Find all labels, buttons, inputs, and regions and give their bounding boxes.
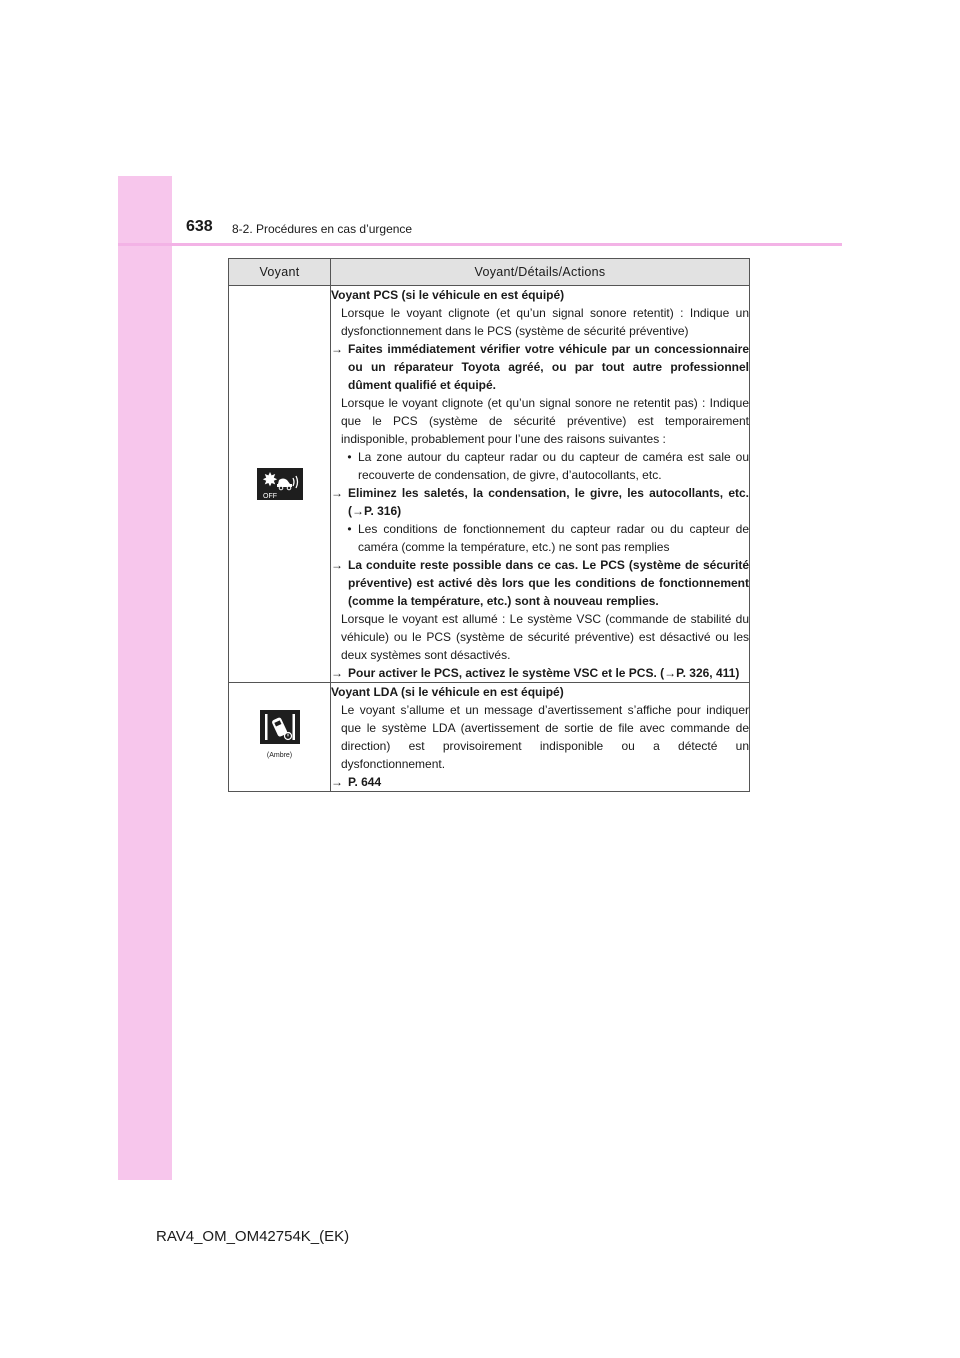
action-item: [331, 773, 749, 791]
action-item: [331, 484, 749, 520]
action-text: Faites immédiatement vérifier votre véhicule par un concessionnaire ou un réparateur Toyota agréé, ou par tout autre professionnel dûment qualifié et équipé.: [348, 342, 749, 392]
bullet-item: [331, 520, 749, 556]
arrow-icon: →: [331, 342, 343, 356]
bullet-item: [331, 448, 749, 484]
details-cell: [331, 286, 750, 683]
action-item: [331, 664, 749, 682]
col-header-voyant: Voyant: [229, 259, 331, 286]
table-row: [229, 683, 750, 792]
warning-lights-table: [228, 258, 750, 792]
pcs-off-warning-icon: [257, 468, 303, 500]
action-item: [331, 556, 749, 610]
lda-warning-icon: [260, 710, 300, 744]
page-number: 638: [186, 218, 213, 235]
row-title: Voyant PCS (si le véhicule en est équipé): [331, 288, 565, 302]
bullet-icon: •: [347, 450, 352, 464]
details-cell: [331, 683, 750, 792]
arrow-icon: →: [331, 558, 343, 572]
table-row: [229, 286, 750, 683]
side-color-bar: [118, 176, 172, 1180]
header-rule: [118, 243, 842, 246]
action-text: P. 644: [348, 775, 382, 789]
document-code: RAV4_OM_OM42754K_(EK): [156, 1228, 350, 1245]
col-header-details: Voyant/Détails/Actions: [331, 259, 750, 286]
arrow-icon: →: [331, 486, 343, 500]
action-text: Eliminez les saletés, la condensation, le givre, les autocollants, etc. (→P. 316): [348, 486, 749, 518]
row-title: Voyant LDA (si le véhicule en est équipé): [331, 685, 564, 699]
section-title: 8-2. Procédures en cas d’urgence: [232, 222, 413, 236]
condition-text: Le voyant s’allume et un message d’avertissement s’affiche pour indiquer que le système LDA (avertissement de sortie de file avec commande de direction) est provisoirement indisponible ou a détecté un dysfonctionnement.: [341, 703, 749, 771]
action-text: Pour activer le PCS, activez le système VSC et le PCS. (→P. 326, 411): [348, 666, 740, 680]
bullet-icon: •: [347, 522, 352, 536]
condition-text: Lorsque le voyant clignote (et qu’un signal sonore ne retentit pas) : Indique que le PCS (système de sécurité préventive) est temporairement indisponible, probablement pour l’une des raisons suivantes :: [341, 396, 749, 446]
bullet-text: La zone autour du capteur radar ou du capteur de caméra est sale ou recouverte de condensation, de givre, d’autocollants, etc.: [358, 450, 749, 482]
arrow-icon: →: [331, 666, 343, 680]
condition-text: Lorsque le voyant est allumé : Le système VSC (commande de stabilité du véhicule) ou le PCS (système de sécurité préventive) est désactivé ou les deux systèmes sont désactivés.: [341, 612, 749, 662]
pcs-icon-off-text: OFF: [262, 493, 277, 500]
action-text: La conduite reste possible dans ce cas. Le PCS (système de sécurité préventive) est activé dès lors que les conditions de fonctionnement (comme la température, etc.) sont à nouveau remplies.: [348, 558, 749, 608]
condition-text: Lorsque le voyant clignote (et qu’un signal sonore retentit) : Indique un dysfonctionnement dans le PCS (système de sécurité préventive): [341, 306, 749, 338]
icon-cell: [229, 683, 331, 792]
icon-cell: [229, 286, 331, 683]
bullet-text: Les conditions de fonctionnement du capteur radar ou du capteur de caméra (comme la température, etc.) ne sont pas remplies: [358, 522, 749, 554]
table-header-row: [229, 259, 750, 286]
arrow-icon: →: [331, 775, 343, 789]
icon-caption: (Ambre): [266, 751, 293, 759]
action-item: [331, 340, 749, 394]
